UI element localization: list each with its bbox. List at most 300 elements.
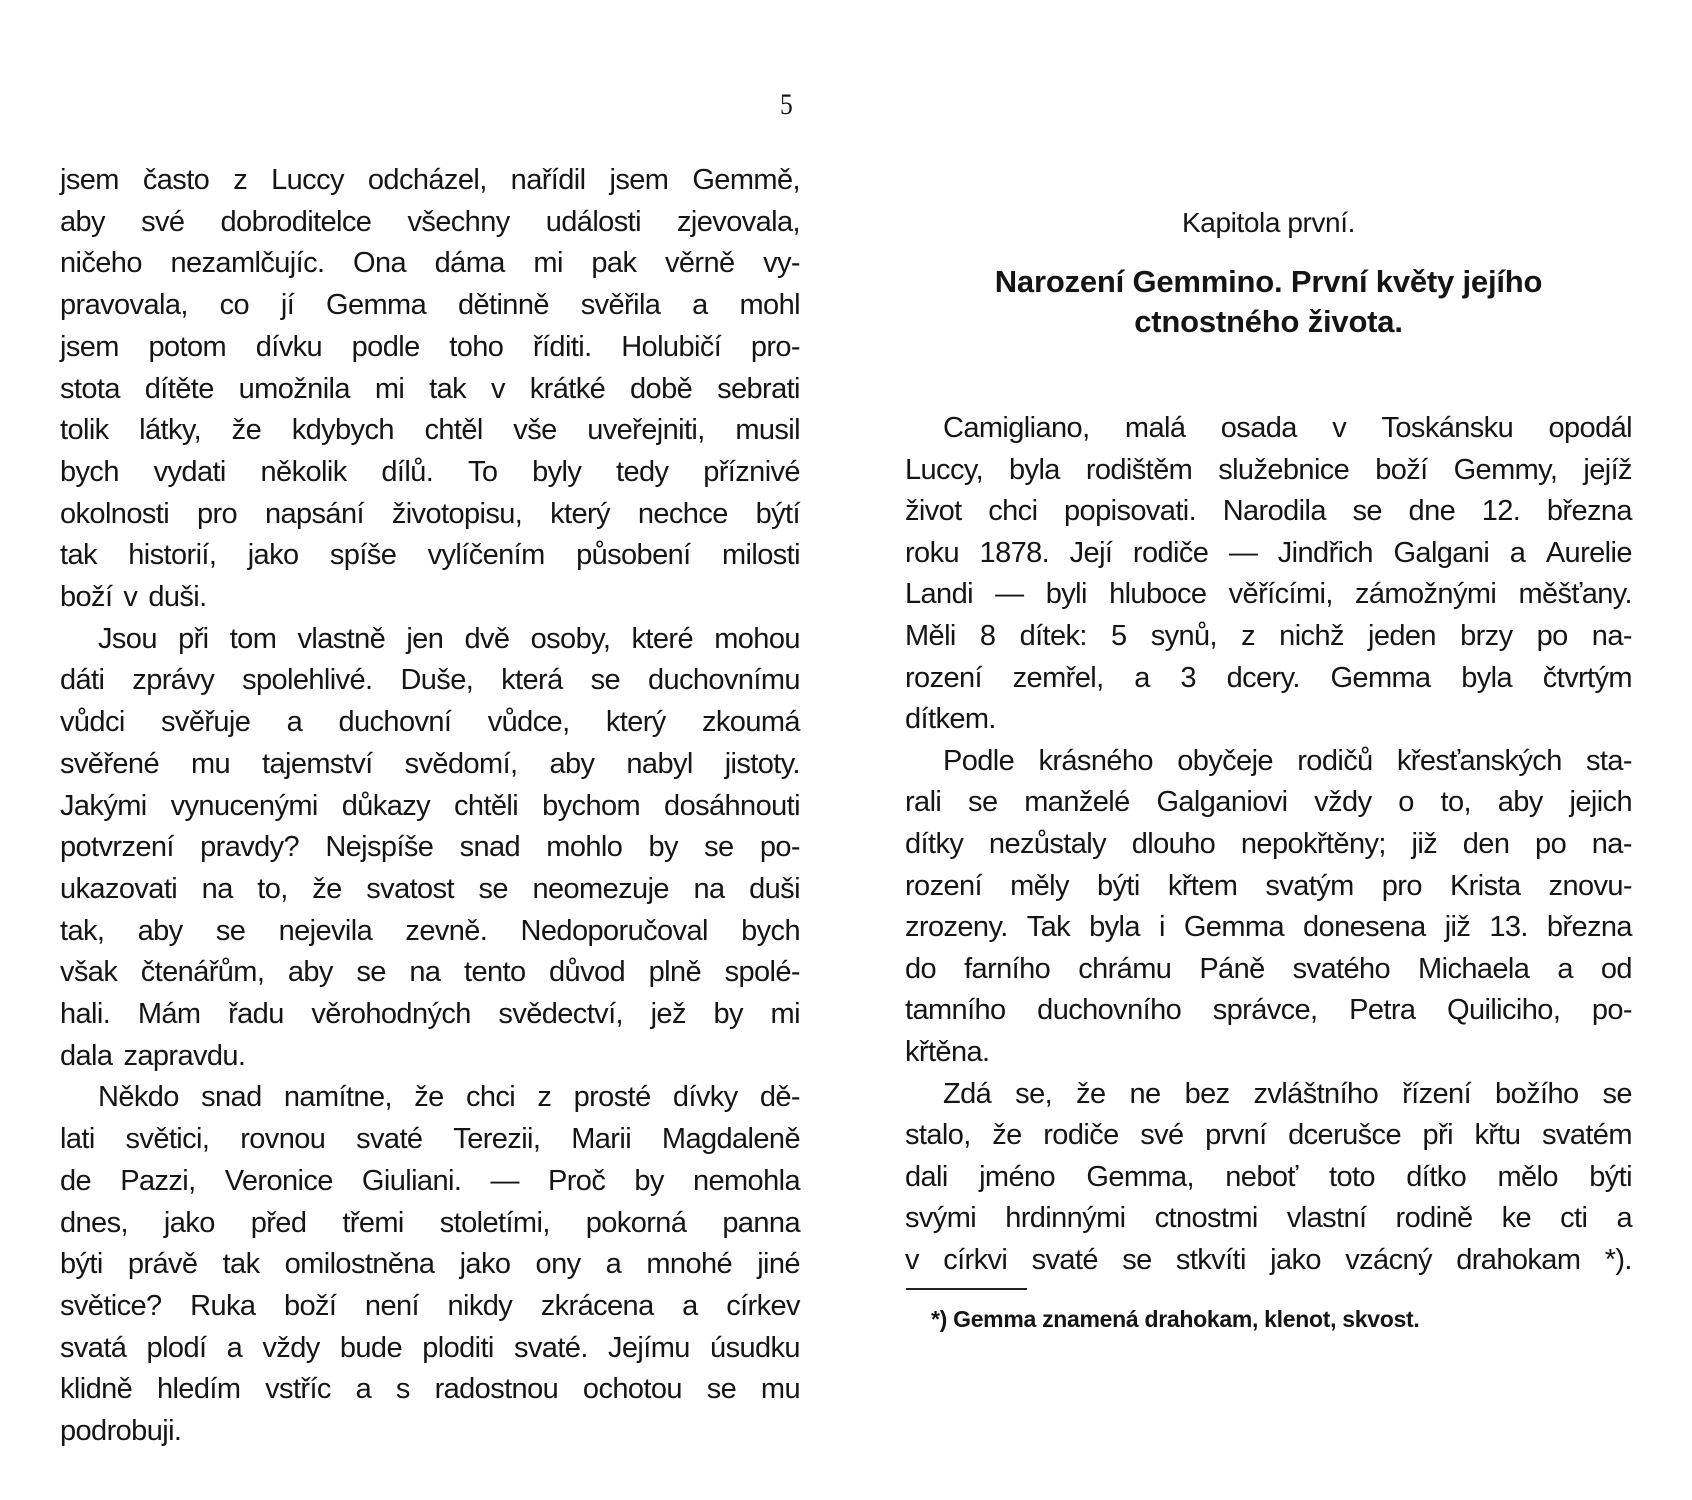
word: často bbox=[142, 164, 210, 196]
word: jí bbox=[280, 289, 295, 322]
text-line bbox=[905, 616, 1632, 656]
word: své bbox=[1140, 1119, 1184, 1152]
word: rodištěm bbox=[1085, 453, 1193, 486]
word: Gemma bbox=[1183, 911, 1284, 944]
text-line bbox=[60, 494, 800, 534]
word: — bbox=[995, 578, 1024, 611]
text-line bbox=[905, 699, 1632, 739]
word: dala bbox=[60, 1039, 113, 1072]
word: boží bbox=[283, 1289, 337, 1322]
text-line bbox=[60, 619, 800, 659]
word: ničeho bbox=[60, 247, 142, 280]
word: pravdy? bbox=[200, 831, 300, 864]
word: se bbox=[1352, 495, 1382, 528]
word: působení bbox=[576, 539, 691, 572]
word: dcerušce bbox=[1288, 1119, 1401, 1152]
word: Jakými bbox=[60, 789, 147, 822]
word: se bbox=[706, 1373, 737, 1406]
word: krátké bbox=[529, 372, 606, 405]
word: dítko bbox=[1406, 1160, 1467, 1193]
text-line bbox=[905, 824, 1632, 864]
word: svaté. bbox=[514, 1331, 588, 1364]
word: Duše, bbox=[400, 664, 474, 697]
word: Jsou bbox=[98, 622, 157, 655]
word: věrohodných bbox=[311, 998, 471, 1030]
word: na bbox=[409, 956, 441, 989]
word: vůdce, bbox=[487, 706, 570, 739]
word: zjevovala, bbox=[677, 205, 800, 238]
word: svatým bbox=[1265, 869, 1354, 902]
word: popisovati. bbox=[1064, 495, 1197, 528]
word: milosti bbox=[721, 539, 800, 572]
word: aby bbox=[1497, 786, 1543, 819]
word: tak bbox=[60, 539, 97, 572]
text-line bbox=[905, 574, 1632, 614]
word: vylíčením bbox=[427, 539, 545, 572]
word: tak, bbox=[60, 914, 105, 947]
word: z bbox=[537, 1081, 552, 1114]
word: hali. bbox=[60, 998, 111, 1030]
word: umožnila bbox=[238, 372, 350, 405]
word: křtěna. bbox=[905, 1036, 990, 1068]
word: božího bbox=[1495, 1077, 1579, 1110]
word: to, bbox=[257, 872, 288, 905]
word: a bbox=[605, 1248, 622, 1281]
text-line bbox=[60, 1244, 800, 1284]
word: se bbox=[478, 872, 508, 905]
word: malá bbox=[1124, 412, 1186, 444]
word: věrně bbox=[664, 247, 735, 280]
word: bych bbox=[741, 914, 800, 947]
word: dívku bbox=[255, 330, 323, 363]
word: první bbox=[1205, 1119, 1267, 1152]
word: klidně bbox=[60, 1373, 133, 1406]
word: potvrzení bbox=[60, 831, 174, 864]
word: jež bbox=[650, 998, 686, 1030]
text-line bbox=[905, 1157, 1632, 1197]
word: ne bbox=[1129, 1077, 1161, 1110]
word: rodičů bbox=[1297, 744, 1373, 777]
word: Zdá bbox=[943, 1077, 992, 1110]
word: Pazzi, bbox=[120, 1164, 196, 1197]
word: co bbox=[219, 289, 250, 322]
word: hluboce bbox=[1109, 578, 1207, 611]
word: byli bbox=[1045, 578, 1087, 611]
word: úsudku bbox=[710, 1331, 800, 1364]
text-line bbox=[60, 660, 800, 700]
text-line bbox=[905, 491, 1632, 531]
word: podrobuji. bbox=[60, 1415, 182, 1447]
text-line bbox=[60, 243, 800, 283]
word: stkvíti bbox=[1175, 1244, 1246, 1276]
word: Luccy, bbox=[905, 453, 984, 486]
word: opodál bbox=[1548, 412, 1632, 444]
word: Podle bbox=[943, 744, 1015, 777]
word: býti bbox=[60, 1248, 103, 1281]
word: ochotou bbox=[582, 1373, 682, 1406]
word: Ruka bbox=[190, 1289, 256, 1322]
word: sta- bbox=[1586, 744, 1632, 777]
word: býti bbox=[1097, 869, 1140, 902]
word: toho bbox=[449, 330, 504, 363]
word: vstříc bbox=[265, 1373, 331, 1406]
word: byla bbox=[1461, 661, 1513, 694]
word: mi bbox=[374, 372, 405, 405]
word: čtenářům, bbox=[140, 956, 265, 989]
word: svěřuje bbox=[161, 706, 251, 739]
word: Krista bbox=[1449, 869, 1521, 902]
word: dívky bbox=[672, 1081, 738, 1114]
word: a bbox=[226, 1331, 243, 1364]
word: to, bbox=[1440, 786, 1471, 819]
word: zkoumá bbox=[702, 706, 800, 739]
word: třemi bbox=[342, 1206, 404, 1239]
word: Někdo bbox=[98, 1081, 179, 1114]
word: příznivé bbox=[703, 455, 800, 488]
text-line bbox=[905, 1032, 1632, 1072]
word: do bbox=[905, 952, 937, 985]
word: době bbox=[630, 372, 693, 405]
word: rodině bbox=[1395, 1202, 1473, 1235]
word: po bbox=[1535, 828, 1567, 860]
word: aby bbox=[549, 747, 595, 780]
word: chci bbox=[465, 1081, 516, 1114]
text-line bbox=[905, 658, 1632, 698]
word: nichž bbox=[1279, 620, 1344, 652]
word: nemohla bbox=[692, 1164, 800, 1197]
word: zevně. bbox=[405, 914, 488, 947]
word: plně bbox=[648, 956, 702, 989]
word: dětinně bbox=[457, 289, 549, 322]
text-line bbox=[60, 327, 800, 367]
word: křtu bbox=[1474, 1119, 1521, 1152]
page-number: 5 bbox=[780, 88, 793, 121]
word: v bbox=[490, 372, 505, 405]
word: měly bbox=[1010, 869, 1069, 902]
word: byla bbox=[1009, 453, 1060, 486]
word: životopisu, bbox=[391, 497, 523, 530]
word: 12. bbox=[1481, 495, 1521, 528]
text-line bbox=[60, 369, 800, 409]
word: Páně bbox=[1199, 952, 1265, 985]
word: dcery. bbox=[1226, 661, 1300, 694]
text-line bbox=[60, 1411, 800, 1451]
chapter-title-line-2: ctnostného života. bbox=[1134, 304, 1403, 339]
word: toto bbox=[1328, 1160, 1375, 1193]
word: drahokam bbox=[1456, 1244, 1581, 1276]
text-line bbox=[60, 911, 800, 951]
word: Proč bbox=[547, 1164, 606, 1197]
word: plodí bbox=[146, 1331, 207, 1364]
word: tolik bbox=[60, 414, 109, 447]
word: synů, bbox=[1150, 620, 1218, 652]
word: by bbox=[713, 998, 743, 1030]
word: jako bbox=[163, 1206, 215, 1239]
word: se bbox=[215, 914, 246, 947]
word: duchovní bbox=[338, 706, 452, 739]
word: znovu- bbox=[1548, 869, 1632, 902]
word: jsem bbox=[60, 164, 119, 196]
word: Ona bbox=[353, 247, 407, 280]
word: stoletími, bbox=[439, 1206, 550, 1239]
word: v bbox=[123, 581, 138, 613]
word: křtem bbox=[1167, 869, 1238, 902]
word: se, bbox=[1015, 1077, 1053, 1110]
word: býtí bbox=[755, 497, 800, 530]
word: dali bbox=[905, 1160, 948, 1193]
word: nejevila bbox=[278, 914, 373, 947]
word: i bbox=[1158, 911, 1165, 944]
word: řadu bbox=[228, 998, 284, 1030]
word: v bbox=[905, 1244, 919, 1276]
word: 3 bbox=[1180, 661, 1196, 694]
word: Nejspíše bbox=[325, 831, 434, 864]
word: spíše bbox=[329, 539, 397, 572]
word: se bbox=[590, 664, 620, 697]
word: po- bbox=[1591, 994, 1632, 1027]
word: sebrati bbox=[717, 372, 800, 405]
word: Gemma bbox=[326, 289, 427, 322]
word: důkazy bbox=[341, 789, 431, 822]
word: správce, bbox=[1212, 994, 1318, 1027]
word: a bbox=[1557, 952, 1573, 985]
word: který bbox=[605, 706, 666, 739]
word: Holubičí bbox=[621, 330, 722, 363]
word: nabyl bbox=[626, 747, 693, 780]
word: 8 bbox=[979, 620, 996, 652]
word: čtvrtým bbox=[1542, 661, 1632, 694]
word: byly bbox=[532, 455, 582, 488]
word: Quiliciho, bbox=[1447, 994, 1561, 1027]
word: vlastní bbox=[1286, 1202, 1367, 1235]
word: dítěte bbox=[144, 372, 214, 405]
word: důvod bbox=[549, 956, 626, 989]
text-line bbox=[60, 285, 800, 325]
word: byla bbox=[1089, 911, 1140, 944]
word: svaté bbox=[1031, 1244, 1098, 1276]
word: mohlo bbox=[546, 831, 623, 864]
word: Camigliano, bbox=[943, 412, 1090, 444]
word: chtěli bbox=[454, 789, 519, 822]
text-line bbox=[60, 577, 800, 617]
text-line bbox=[60, 1369, 800, 1409]
word: pravovala, bbox=[60, 289, 188, 322]
word: mi bbox=[770, 998, 800, 1030]
word: na- bbox=[1591, 828, 1632, 860]
word: se bbox=[968, 786, 998, 819]
word: právě bbox=[127, 1248, 198, 1281]
word: duši bbox=[749, 872, 800, 905]
word: svědomí, bbox=[404, 747, 518, 780]
word: světice? bbox=[60, 1289, 162, 1322]
word: stalo, bbox=[905, 1119, 971, 1152]
word: bude bbox=[339, 1331, 402, 1364]
word: obyčeje bbox=[1177, 744, 1273, 777]
word: duši. bbox=[148, 581, 207, 613]
word: duchovnímu bbox=[647, 664, 800, 697]
word: není bbox=[364, 1289, 419, 1322]
text-line bbox=[60, 410, 800, 450]
word: rodiče bbox=[1043, 1119, 1119, 1152]
text-line bbox=[905, 1074, 1632, 1114]
word: tak bbox=[429, 372, 467, 405]
word: Marii bbox=[571, 1123, 632, 1156]
word: vždy bbox=[262, 1331, 320, 1364]
word: pro bbox=[196, 497, 238, 530]
word: nařídil bbox=[510, 164, 586, 196]
word: zprávy bbox=[132, 664, 215, 697]
word: svěřené bbox=[60, 747, 159, 780]
text-line bbox=[905, 1240, 1632, 1280]
word: lati bbox=[60, 1123, 95, 1156]
word: rození bbox=[905, 869, 982, 902]
word: svatá bbox=[60, 1331, 127, 1364]
word: mnohé bbox=[646, 1248, 733, 1281]
text-line bbox=[60, 452, 800, 492]
text-line bbox=[60, 786, 800, 826]
word: napsání bbox=[264, 497, 364, 530]
text-line bbox=[905, 533, 1632, 573]
word: — bbox=[1228, 536, 1258, 569]
word: aby bbox=[287, 956, 333, 989]
text-line bbox=[60, 1203, 800, 1243]
word: bych bbox=[60, 455, 119, 488]
word: rodiče bbox=[1132, 536, 1209, 569]
word: spolehlivé. bbox=[242, 664, 373, 697]
word: svatého bbox=[1292, 952, 1391, 985]
word: cti bbox=[1560, 1202, 1588, 1235]
word: na bbox=[201, 872, 233, 905]
word: chci bbox=[988, 495, 1038, 528]
word: měšťany. bbox=[1518, 578, 1632, 611]
word: o bbox=[1398, 786, 1414, 819]
text-line bbox=[60, 702, 800, 742]
word: po- bbox=[759, 831, 800, 864]
word: Aurelie bbox=[1545, 536, 1632, 569]
word: de bbox=[60, 1164, 92, 1197]
word: prosté bbox=[573, 1081, 651, 1114]
word: bez bbox=[1184, 1077, 1230, 1110]
word: farního bbox=[964, 952, 1051, 985]
word: se bbox=[356, 956, 386, 989]
word: radostnou bbox=[434, 1373, 559, 1406]
word: vše bbox=[513, 414, 557, 447]
text-line bbox=[905, 907, 1632, 947]
word: jejich bbox=[1569, 786, 1632, 819]
chapter-label: Kapitola první. bbox=[1182, 207, 1355, 238]
word: Giuliani. bbox=[361, 1164, 462, 1197]
word: manželé bbox=[1024, 786, 1130, 819]
word: Její bbox=[1069, 536, 1113, 569]
word: boží bbox=[1375, 453, 1428, 486]
word: *). bbox=[1604, 1244, 1632, 1276]
word: po bbox=[1536, 620, 1568, 652]
word: Michaela bbox=[1418, 952, 1530, 985]
word: se bbox=[1122, 1244, 1152, 1276]
text-line bbox=[60, 1328, 800, 1368]
word: Terezii, bbox=[453, 1123, 541, 1156]
word: ukazovati bbox=[60, 872, 178, 905]
word: Landi bbox=[905, 578, 973, 611]
word: se bbox=[704, 831, 734, 864]
word: tento bbox=[463, 956, 526, 989]
word: na bbox=[693, 872, 725, 905]
word: při bbox=[178, 622, 209, 655]
word: pak bbox=[591, 247, 637, 280]
word: omilostněna bbox=[284, 1248, 435, 1281]
word: jako bbox=[247, 539, 299, 572]
word: a bbox=[286, 706, 303, 739]
word: dítkem. bbox=[905, 703, 996, 736]
word: že bbox=[1076, 1077, 1106, 1110]
word: však bbox=[60, 956, 118, 989]
word: nepokřtěny; bbox=[1240, 828, 1386, 860]
word: — bbox=[490, 1164, 519, 1197]
word: církev bbox=[726, 1289, 800, 1322]
text-line bbox=[905, 1115, 1632, 1155]
word: boží bbox=[60, 581, 113, 613]
word: Gemmy, bbox=[1453, 453, 1558, 486]
text-line bbox=[60, 535, 800, 575]
word: 1878. bbox=[979, 536, 1050, 569]
text-line bbox=[905, 782, 1632, 822]
word: že bbox=[992, 1119, 1022, 1152]
word: světici, bbox=[125, 1123, 210, 1156]
word: Gemma bbox=[1330, 661, 1431, 694]
word: osada bbox=[1220, 412, 1297, 444]
word: zvláštního bbox=[1253, 1077, 1379, 1110]
word: v bbox=[1332, 412, 1347, 444]
text-line bbox=[905, 741, 1632, 781]
word: jiné bbox=[757, 1248, 800, 1281]
word: Toskánsku bbox=[1381, 412, 1514, 444]
word: tamního bbox=[905, 994, 1006, 1027]
word: služebnice bbox=[1218, 453, 1350, 486]
word: a bbox=[1616, 1202, 1632, 1235]
word: svědectví, bbox=[498, 998, 623, 1030]
word: snad bbox=[459, 831, 521, 864]
word: chtěl bbox=[424, 414, 483, 447]
word: dlouho bbox=[1131, 828, 1216, 860]
word: jméno bbox=[979, 1160, 1056, 1193]
word: aby bbox=[137, 914, 183, 947]
text-line bbox=[905, 866, 1632, 906]
word: jako bbox=[1270, 1244, 1321, 1276]
word: mu bbox=[760, 1373, 800, 1406]
word: neomezuje bbox=[532, 872, 669, 905]
word: mohou bbox=[714, 622, 800, 655]
word: dobroditelce bbox=[220, 205, 372, 238]
word: osoby, bbox=[530, 622, 611, 655]
word: pro- bbox=[750, 330, 800, 363]
word: svatost bbox=[366, 872, 454, 905]
word: a bbox=[682, 1289, 698, 1322]
chapter-title-line-1: Narození Gemmino. První květy jejího bbox=[994, 264, 1543, 299]
word: rovnou bbox=[240, 1123, 326, 1156]
word: aby bbox=[60, 205, 105, 238]
text-line bbox=[60, 1161, 800, 1201]
word: vynucenými bbox=[170, 789, 318, 822]
word: s bbox=[395, 1373, 410, 1406]
text-line bbox=[905, 408, 1632, 448]
word: 5 bbox=[1111, 620, 1127, 652]
word: své bbox=[141, 205, 185, 238]
word: okolnosti bbox=[60, 497, 170, 530]
word: Měli bbox=[905, 620, 956, 652]
word: dáti bbox=[60, 664, 105, 697]
text-line bbox=[905, 949, 1632, 989]
word: ctnostmi bbox=[1154, 1202, 1258, 1235]
